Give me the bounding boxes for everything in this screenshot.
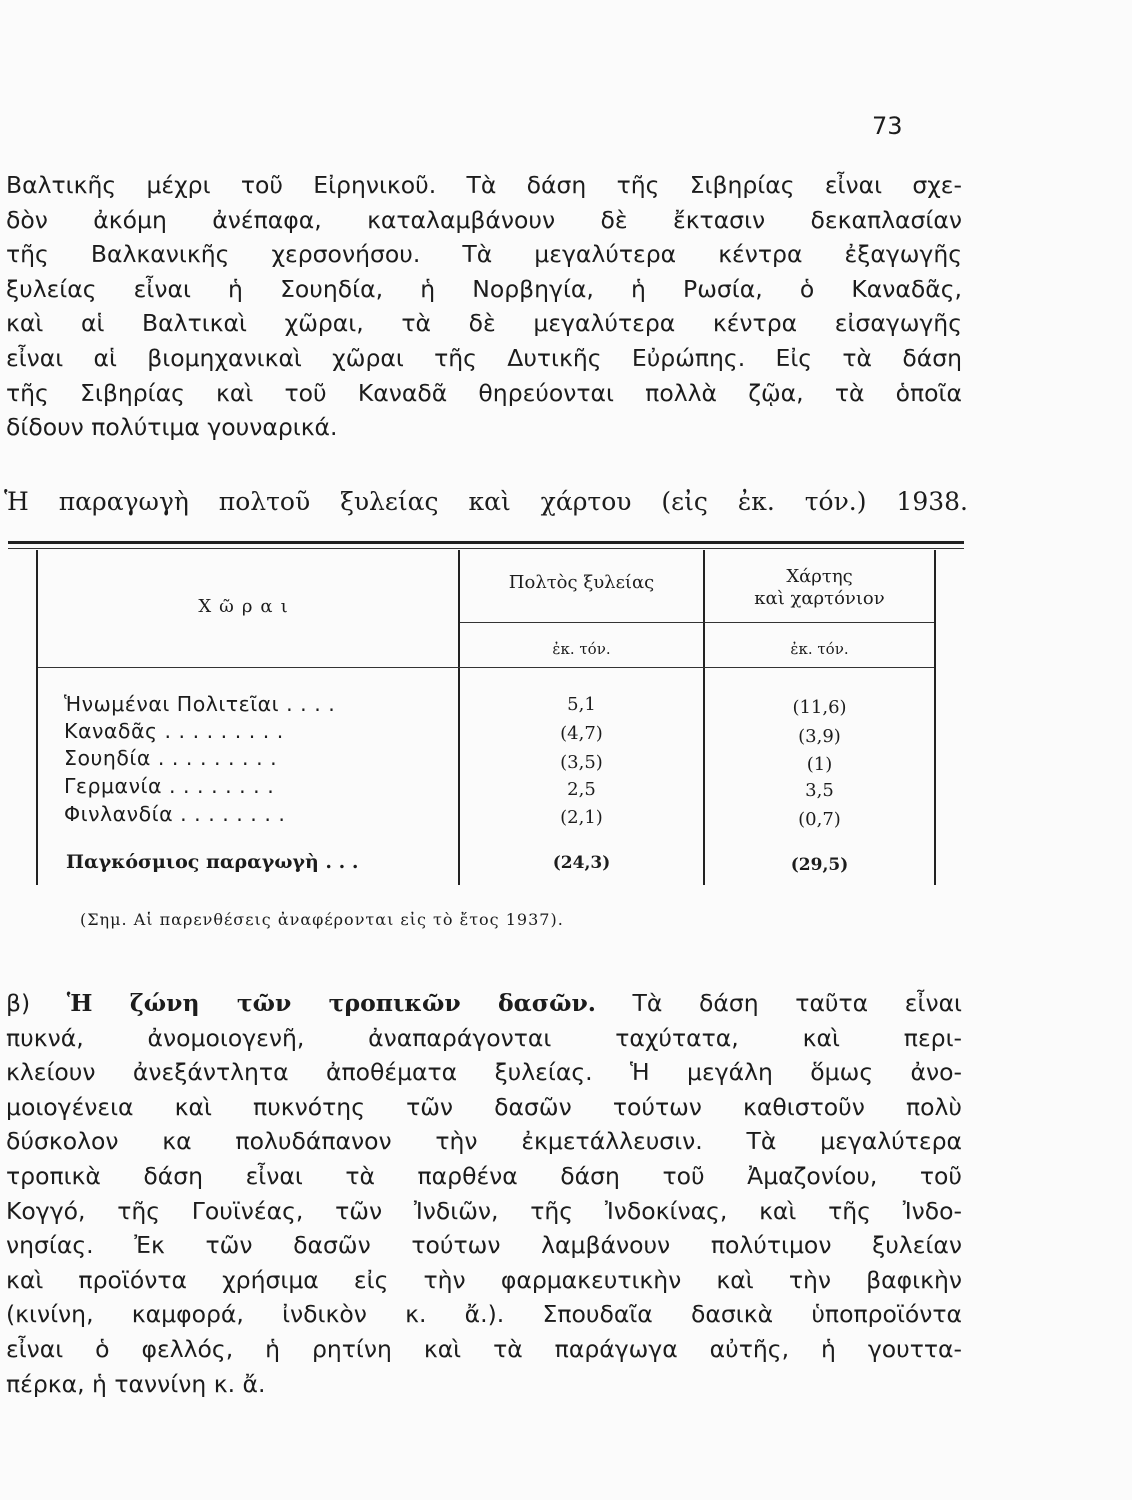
section-marker: β) (6, 989, 67, 1017)
unit-paper: ἐκ. τόν. (790, 640, 849, 658)
text-line: δὸν ἀκόμη ἀνέπαφα, καταλαμβάνουν δὲ ἔκτασιν δεκαπλασίαν (6, 205, 962, 234)
section-heading: Ἡ ζώνη τῶν τροπικῶν δασῶν. (66, 989, 596, 1017)
row-country: Φινλανδία . . . . . . . . (64, 802, 286, 826)
text-line: κλείουν ἀνεξάντλητα ἀποθέματα ξυλείας. Ἡ μεγάλη ὅμως ἀνο- (6, 1058, 962, 1087)
text-line: πυκνά, ἀνομοιογενῆ, ἀναπαράγονται ταχύτατα, καὶ περι- (6, 1023, 962, 1052)
row-country: Σουηδία . . . . . . . . . (64, 746, 278, 770)
table-top-rule-thin (8, 548, 964, 549)
row-pulp-value: 2,5 (567, 779, 596, 800)
total-paper-value: (29,5) (790, 855, 849, 875)
unit-pulp: ἐκ. τόν. (552, 640, 611, 658)
text-line-with-heading (6, 986, 962, 1021)
text-line: δίδουν πολύτιμα γουναρικά. (6, 413, 338, 442)
page-number: 73 (872, 112, 903, 140)
total-pulp-value: (24,3) (552, 853, 611, 873)
header-countries: Χῶραι (198, 596, 296, 617)
text-line: πέρκα, ἡ ταννίνη κ. ἄ. (6, 1369, 266, 1398)
text-line: ξυλείας εἶναι ἡ Σουηδία, ἡ Νορβηγία, ἡ Ρωσία, ὁ Καναδᾶς, (6, 274, 962, 303)
row-pulp-value: (2,1) (560, 807, 603, 828)
row-paper-value: 3,5 (805, 780, 834, 801)
table-top-rule (8, 541, 964, 544)
text-line: μοιογένεια καὶ πυκνότης τῶν δασῶν τούτων καθιστοῦν πολὺ (6, 1092, 962, 1121)
heading-line-rest: Τὰ δάση ταῦτα εἶναι (595, 989, 963, 1017)
row-country: Ἡνωμέναι Πολιτεῖαι . . . . (64, 692, 336, 716)
header-pulp: Πολτὸς ξυλείας (508, 572, 655, 593)
text-line: καὶ προϊόντα χρήσιμα εἰς τὴν φαρμακευτικὴν καὶ τὴν βαφικὴν (6, 1265, 962, 1294)
header-paper-line2: καὶ χαρτόνιον (754, 588, 885, 609)
header-paper-line1: Χάρτης (786, 566, 853, 587)
text-line: τῆς Βαλκανικῆς χερσονήσου. Τὰ μεγαλύτερα κέντρα ἐξαγωγῆς (6, 240, 962, 269)
text-line: εἶναι αἱ βιομηχανικαὶ χῶραι τῆς Δυτικῆς Εὐρώπης. Εἰς τὰ δάση (6, 343, 962, 372)
row-pulp-value: (3,5) (560, 752, 603, 773)
row-country: Γερμανία . . . . . . . . (64, 774, 275, 798)
header-sub-rule (460, 622, 934, 623)
table-col-divider-1 (458, 550, 460, 885)
text-line: τροπικὰ δάση εἶναι τὰ παρθένα δάση τοῦ Ἀμαζονίου, τοῦ (6, 1161, 962, 1190)
table-title: Ἡ παραγωγὴ πολτοῦ ξυλείας καὶ χάρτου (εἰς ἐκ. τόν.) 1938. (4, 487, 968, 516)
paragraph-forests-north (6, 168, 962, 445)
table-note: (Σημ. Αἱ παρενθέσεις ἀναφέρονται εἰς τὸ ἔτος 1937). (80, 910, 564, 929)
text-line: Βαλτικῆς μέχρι τοῦ Εἰρηνικοῦ. Τὰ δάση τῆς Σιβηρίας εἶναι σχε- (6, 171, 962, 199)
text-line: νησίας. Ἐκ τῶν δασῶν τούτων λαμβάνουν πολύτιμον ξυλείαν (6, 1231, 962, 1260)
row-country: Καναδᾶς . . . . . . . . . (64, 719, 284, 743)
table-right-border (934, 550, 936, 885)
row-paper-value: (3,9) (798, 726, 841, 747)
row-paper-value: (11,6) (792, 697, 847, 718)
text-line: (κινίνη, καμφορά, ἰνδικὸν κ. ἄ.). Σπουδαῖα δασικὰ ὑποπροϊόντα (6, 1300, 962, 1329)
text-line: καὶ αἱ Βαλτικαὶ χῶραι, τὰ δὲ μεγαλύτερα κέντρα εἰσαγωγῆς (6, 309, 962, 338)
header-bottom-rule (38, 667, 934, 668)
text-line: τῆς Σιβηρίας καὶ τοῦ Καναδᾶ θηρεύονται πολλὰ ζῷα, τὰ ὁποῖα (6, 378, 962, 407)
total-label: Παγκόσμιος παραγωγὴ . . . (66, 851, 359, 873)
text-line: εἶναι ὁ φελλός, ἡ ρητίνη καὶ τὰ παράγωγα αὐτῆς, ἡ γουττα- (6, 1334, 962, 1363)
text-line: Κογγό, τῆς Γουϊνέας, τῶν Ἰνδιῶν, τῆς Ἰνδοκίνας, καὶ τῆς Ἰνδο- (6, 1196, 962, 1225)
paragraph-tropical-forests (6, 986, 962, 1401)
row-pulp-value: (4,7) (560, 723, 603, 744)
row-pulp-value: 5,1 (567, 694, 596, 715)
row-paper-value: (0,7) (798, 809, 841, 830)
text-line: δύσκολον κα πολυδάπανον τὴν ἐκμετάλλευσιν. Τὰ μεγαλύτερα (6, 1127, 962, 1156)
row-paper-value: (1) (806, 754, 833, 775)
